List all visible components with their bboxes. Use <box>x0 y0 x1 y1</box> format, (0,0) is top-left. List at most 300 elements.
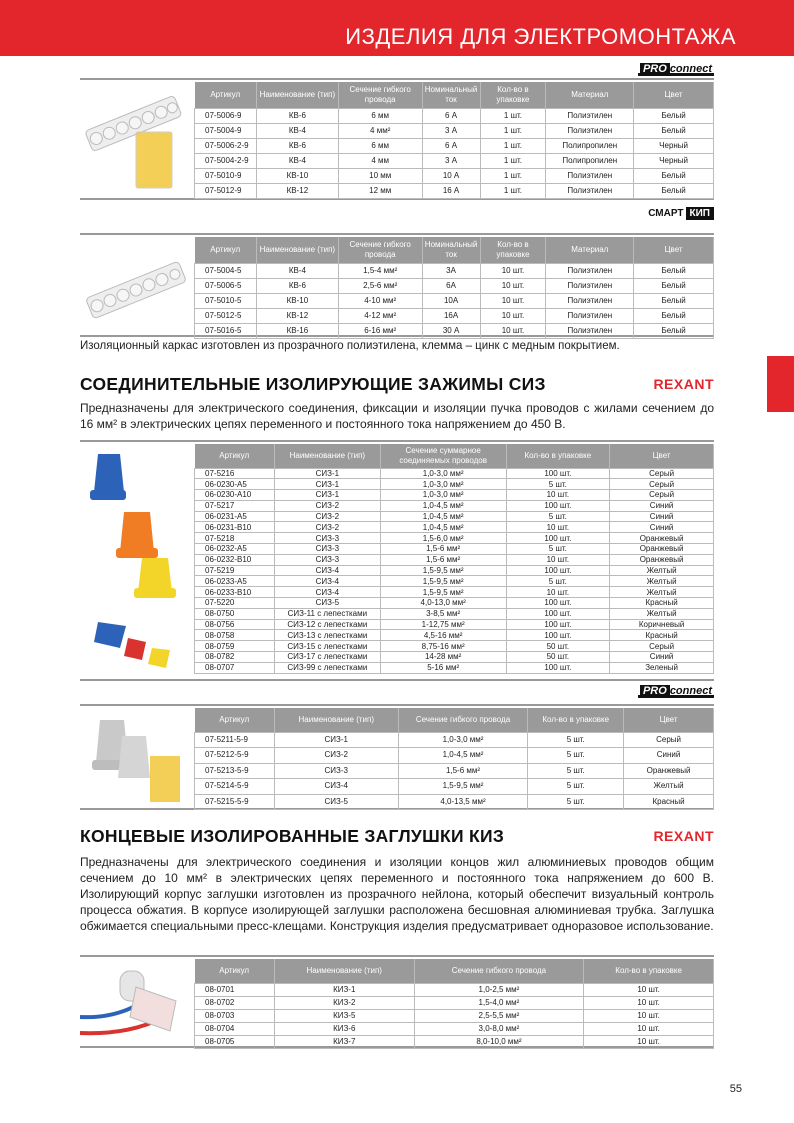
column-header: Материал <box>546 82 634 108</box>
section-desc-siz: Предназначены для электрического соединения, фиксации и изоляции пучка проводов с жилами сечением до 16 мм² в электрических цепях переменного и постоянного тока напряжением до 450 В. <box>80 401 714 431</box>
table-cell: Желтый <box>610 576 714 587</box>
table-row <box>195 779 714 795</box>
table-cell: СИЗ-17 с лепестками <box>274 652 380 663</box>
table-row <box>195 153 714 168</box>
table-cell: СИЗ-13 с лепестками <box>274 630 380 641</box>
table-cell: 06-0231-В10 <box>195 522 275 533</box>
product-block-siz <box>80 440 714 681</box>
table-row <box>195 565 714 576</box>
table-cell: КИЗ-5 <box>274 1009 414 1022</box>
table-cell: 10 шт. <box>480 308 546 323</box>
table-cell: 10 шт. <box>506 490 610 501</box>
table-cell: СИЗ-2 <box>274 500 380 511</box>
table-row <box>195 732 714 748</box>
table-cell: 10 шт. <box>584 983 714 996</box>
table-cell: 16А <box>422 308 480 323</box>
table-cell: Оранжевый <box>610 554 714 565</box>
table-cell: Серый <box>610 468 714 479</box>
table-cell: СИЗ-4 <box>274 587 380 598</box>
table-cell: СИЗ-1 <box>274 479 380 490</box>
table-cell: 5-16 мм² <box>380 662 506 673</box>
table-cell: Полиэтилен <box>546 183 634 198</box>
table-row <box>195 748 714 764</box>
table-cell: Полиэтилен <box>546 168 634 183</box>
table-cell: СИЗ-2 <box>274 522 380 533</box>
table-cell: СИЗ-4 <box>274 576 380 587</box>
table-cell: 07-5211-5-9 <box>195 732 275 748</box>
table-cell: 08-0703 <box>195 1009 275 1022</box>
table-cell: 14-28 мм² <box>380 652 506 663</box>
table-siz-pro <box>194 708 714 810</box>
table-cell: 07-5213-5-9 <box>195 763 275 779</box>
table-cell: Полиэтилен <box>546 308 634 323</box>
table-cell: 10 шт. <box>584 1035 714 1048</box>
table-cell: 07-5004-5 <box>195 263 257 278</box>
table-cell: 4 мм² <box>338 123 422 138</box>
table-cell: 1,5-4 мм² <box>338 263 422 278</box>
table-row <box>195 1035 714 1048</box>
table-row <box>195 138 714 153</box>
table-cell: Синий <box>610 522 714 533</box>
rexant-logo: REXANT <box>653 376 714 392</box>
column-header: Цвет <box>634 237 714 263</box>
table-cell: 07-5218 <box>195 533 275 544</box>
table-cell: 6 А <box>422 108 480 123</box>
table-cell: 07-5006-9 <box>195 108 257 123</box>
column-header: Сечение гибкого провода <box>398 708 528 732</box>
table-row <box>195 652 714 663</box>
terminal-block-image-2 <box>80 235 192 335</box>
table-cell: 100 шт. <box>506 468 610 479</box>
table-cell: 1,0-3,0 мм² <box>380 468 506 479</box>
table-cell: 1,5-9,5 мм² <box>380 587 506 598</box>
table-row <box>195 308 714 323</box>
terminal-block-image <box>80 80 192 198</box>
table-cell: 1,5-4,0 мм² <box>414 996 584 1009</box>
table-cell: Синий <box>610 652 714 663</box>
column-header: Сечение суммарное соединяемых проводов <box>380 444 506 468</box>
table-row <box>195 641 714 652</box>
kiz-cap-image <box>80 957 192 1046</box>
table-row <box>195 662 714 673</box>
table-cell: Серый <box>610 641 714 652</box>
table-cell: 06-0230-А10 <box>195 490 275 501</box>
table-cell: 10 шт. <box>506 522 610 533</box>
table-cell: 5 шт. <box>528 794 624 810</box>
table-cell: КВ-6 <box>256 138 338 153</box>
table-cell: 5 шт. <box>506 479 610 490</box>
table-row <box>195 522 714 533</box>
section-tab <box>767 356 794 412</box>
table-row <box>195 587 714 598</box>
product-block-siz-pro <box>80 704 714 810</box>
table-cell: КВ-4 <box>256 123 338 138</box>
table-cell: СИЗ-2 <box>274 748 398 764</box>
table-cell: 1,0-3,0 мм² <box>380 490 506 501</box>
table-cell: КВ-16 <box>256 323 338 338</box>
table-cell: 30 А <box>422 323 480 338</box>
section-title-siz: СОЕДИНИТЕЛЬНЫЕ ИЗОЛИРУЮЩИЕ ЗАЖИМЫ СИЗ <box>80 374 546 394</box>
page-number: 55 <box>729 1083 742 1095</box>
table-cell: 07-5004-9 <box>195 123 257 138</box>
table-cell: Полиэтилен <box>546 323 634 338</box>
table-cell: Красный <box>610 630 714 641</box>
table-cell: 08-0704 <box>195 1022 275 1035</box>
table-row <box>195 278 714 293</box>
table-cell: 06-0230-А5 <box>195 479 275 490</box>
table-cell: 07-5012-9 <box>195 183 257 198</box>
table-siz <box>194 444 714 674</box>
table-cell: СИЗ-5 <box>274 794 398 810</box>
column-header: Наименование (тип) <box>256 82 338 108</box>
table-cell: Полиэтилен <box>546 123 634 138</box>
table-row <box>195 983 714 996</box>
column-header: Цвет <box>634 82 714 108</box>
table-cell: КИЗ-6 <box>274 1022 414 1035</box>
table-cell: КВ-4 <box>256 263 338 278</box>
table-cell: Белый <box>634 323 714 338</box>
table-cell: 08-0758 <box>195 630 275 641</box>
table-cell: 10 шт. <box>480 263 546 278</box>
table-cell: 100 шт. <box>506 662 610 673</box>
table-cell: 10А <box>422 293 480 308</box>
table-cell: 08-0782 <box>195 652 275 663</box>
table-cell: Коричневый <box>610 619 714 630</box>
table-cell: 1,0-4,5 мм² <box>380 500 506 511</box>
table-cell: 1,0-3,0 мм² <box>398 732 528 748</box>
table-row <box>195 490 714 501</box>
table-cell: Белый <box>634 308 714 323</box>
table-cell: 06-0233-В10 <box>195 587 275 598</box>
table-row <box>195 323 714 338</box>
table-cell: 6-16 мм² <box>338 323 422 338</box>
table-cell: Желтый <box>624 779 714 795</box>
table-cell: КВ-10 <box>256 293 338 308</box>
column-header: Наименование (тип) <box>274 444 380 468</box>
column-header: Сечение гибкого провода <box>414 959 584 983</box>
table-cell: СИЗ-3 <box>274 554 380 565</box>
table-cell: Полиэтилен <box>546 108 634 123</box>
table-cell: Красный <box>624 794 714 810</box>
table-cell: СИЗ-3 <box>274 544 380 555</box>
column-header: Номинальный ток <box>422 82 480 108</box>
table-cell: 07-5012-5 <box>195 308 257 323</box>
table-cell: 5 шт. <box>528 779 624 795</box>
section-title-kiz: КОНЦЕВЫЕ ИЗОЛИРОВАННЫЕ ЗАГЛУШКИ КИЗ <box>80 826 505 846</box>
table-cell: 6 А <box>422 138 480 153</box>
table-row <box>195 1022 714 1035</box>
table-cell: Серый <box>610 479 714 490</box>
section-desc-kiz: Предназначены для электрического соединения и изоляции концов жил алюминиевых проводов общим сечением до 10 мм² в электрических цепях переменного и постоянного тока напряжением до 600 В. Изолирующий корпус заглушки изготовлен из прозрачного нейлона, который обеспечит визуальный контроль процесса обжатия. В корпусе изолирующей заглушки расположена бесшовная алюминиевая трубка. Заглушка обжимается специальными пресс-клещами. Конструкция изделия предусматривает одноразовое использование. <box>80 855 714 933</box>
table-cell: 1 шт. <box>480 153 546 168</box>
table-cell: Полипропилен <box>546 138 634 153</box>
table-cell: КВ-12 <box>256 183 338 198</box>
table-cell: СИЗ-99 с лепестками <box>274 662 380 673</box>
column-header: Артикул <box>195 444 275 468</box>
table-cell: 4-12 мм² <box>338 308 422 323</box>
table-cell: 1-12,75 мм² <box>380 619 506 630</box>
table-cell: Белый <box>634 123 714 138</box>
table-cell: 06-0232-В10 <box>195 554 275 565</box>
table-cell: 10 шт. <box>480 278 546 293</box>
table-cell: 10 шт. <box>584 1009 714 1022</box>
table-cell: 08-0705 <box>195 1035 275 1048</box>
table-cell: 8,0-10,0 мм² <box>414 1035 584 1048</box>
table-cell: 5 шт. <box>528 748 624 764</box>
table-cell: 07-5212-5-9 <box>195 748 275 764</box>
table-cell: 10 шт. <box>480 323 546 338</box>
table-cell: СИЗ-1 <box>274 732 398 748</box>
column-header: Наименование (тип) <box>256 237 338 263</box>
table-cell: 08-0750 <box>195 608 275 619</box>
table-cell: Синий <box>610 500 714 511</box>
table-cell: 1,0-4,5 мм² <box>380 511 506 522</box>
table-cell: 06-0232-А5 <box>195 544 275 555</box>
table-row <box>195 544 714 555</box>
table-cell: 50 шт. <box>506 652 610 663</box>
table-cell: 6 мм <box>338 138 422 153</box>
table-cell: 100 шт. <box>506 533 610 544</box>
table-cell: 12 мм <box>338 183 422 198</box>
table-cell: 3 А <box>422 153 480 168</box>
table-cell: 2,5-6 мм² <box>338 278 422 293</box>
table-cell: 1,5-9,5 мм² <box>380 565 506 576</box>
table-cell: 06-0231-А5 <box>195 511 275 522</box>
table-cell: СИЗ-4 <box>274 779 398 795</box>
table-cell: Полипропилен <box>546 153 634 168</box>
table-cell: 1,5-6 мм² <box>380 544 506 555</box>
table-cell: 08-0759 <box>195 641 275 652</box>
table-cell: 4,5-16 мм² <box>380 630 506 641</box>
product-block-kv-2 <box>80 233 714 337</box>
table-row <box>195 263 714 278</box>
table-cell: 5 шт. <box>506 576 610 587</box>
table-row <box>195 183 714 198</box>
column-header: Сечение гибкого провода <box>338 237 422 263</box>
table-cell: СИЗ-1 <box>274 490 380 501</box>
table-kv-procconnect <box>194 82 714 199</box>
table-cell: 07-5214-5-9 <box>195 779 275 795</box>
table-cell: Зеленый <box>610 662 714 673</box>
table-cell: Черный <box>634 138 714 153</box>
table-cell: 8,75-16 мм² <box>380 641 506 652</box>
table-cell: 1,5-9,5 мм² <box>380 576 506 587</box>
table-row <box>195 123 714 138</box>
table-cell: 5 шт. <box>528 763 624 779</box>
table-cell: СИЗ-3 <box>274 763 398 779</box>
table-cell: 07-5004-2-9 <box>195 153 257 168</box>
table-kv-smartkip <box>194 237 714 339</box>
table-cell: 100 шт. <box>506 630 610 641</box>
caption-kv: Изоляционный каркас изготовлен из прозрачного полиэтилена, клемма – цинк с медным покрытием. <box>80 340 620 352</box>
table-cell: Белый <box>634 168 714 183</box>
table-cell: СИЗ-2 <box>274 511 380 522</box>
table-cell: СИЗ-12 с лепестками <box>274 619 380 630</box>
table-cell: 10 шт. <box>506 587 610 598</box>
table-cell: 5 шт. <box>506 511 610 522</box>
table-row <box>195 479 714 490</box>
table-cell: 3А <box>422 263 480 278</box>
table-cell: 07-5215-5-9 <box>195 794 275 810</box>
column-header: Артикул <box>195 959 275 983</box>
table-cell: СИЗ-1 <box>274 468 380 479</box>
table-cell: 4-10 мм² <box>338 293 422 308</box>
column-header: Кол-во в упаковке <box>480 82 546 108</box>
proconnect-logo: PRO connect <box>638 64 714 76</box>
column-header: Цвет <box>610 444 714 468</box>
table-cell: 08-0707 <box>195 662 275 673</box>
page-header-title: ИЗДЕЛИЯ ДЛЯ ЭЛЕКТРОМОНТАЖА <box>345 24 736 49</box>
table-cell: КВ-12 <box>256 308 338 323</box>
table-cell: 08-0701 <box>195 983 275 996</box>
table-cell: 50 шт. <box>506 641 610 652</box>
table-row <box>195 794 714 810</box>
table-row <box>195 608 714 619</box>
table-cell: 07-5220 <box>195 598 275 609</box>
table-cell: КВ-4 <box>256 153 338 168</box>
siz-connectors-image <box>80 442 192 679</box>
table-row <box>195 168 714 183</box>
table-cell: Синий <box>624 748 714 764</box>
table-cell: 100 шт. <box>506 500 610 511</box>
table-cell: 10 шт. <box>584 996 714 1009</box>
table-cell: КИЗ-7 <box>274 1035 414 1048</box>
table-row <box>195 554 714 565</box>
table-cell: 10 А <box>422 168 480 183</box>
table-cell: Желтый <box>610 608 714 619</box>
table-row <box>195 619 714 630</box>
table-cell: 16 А <box>422 183 480 198</box>
table-cell: Полиэтилен <box>546 293 634 308</box>
table-cell: СИЗ-15 с лепестками <box>274 641 380 652</box>
column-header: Кол-во в упаковке <box>506 444 610 468</box>
table-kiz <box>194 959 714 1049</box>
table-cell: 1,0-3,0 мм² <box>380 479 506 490</box>
table-cell: 1 шт. <box>480 183 546 198</box>
table-cell: 100 шт. <box>506 565 610 576</box>
table-row <box>195 996 714 1009</box>
table-cell: СИЗ-4 <box>274 565 380 576</box>
table-cell: СИЗ-3 <box>274 533 380 544</box>
table-cell: КВ-6 <box>256 108 338 123</box>
table-cell: 07-5006-5 <box>195 278 257 293</box>
table-cell: СИЗ-11 с лепестками <box>274 608 380 619</box>
table-cell: Серый <box>624 732 714 748</box>
table-cell: 5 шт. <box>506 544 610 555</box>
table-cell: 08-0702 <box>195 996 275 1009</box>
table-cell: 07-5219 <box>195 565 275 576</box>
table-cell: Белый <box>634 183 714 198</box>
table-cell: 3-8,5 мм² <box>380 608 506 619</box>
table-cell: 1 шт. <box>480 108 546 123</box>
product-block-kv-1 <box>80 78 714 200</box>
column-header: Артикул <box>195 237 257 263</box>
column-header: Сечение гибкого провода <box>338 82 422 108</box>
table-cell: 1,0-2,5 мм² <box>414 983 584 996</box>
table-cell: Оранжевый <box>610 533 714 544</box>
column-header: Материал <box>546 237 634 263</box>
table-cell: Красный <box>610 598 714 609</box>
column-header: Артикул <box>195 82 257 108</box>
table-cell: 1,5-6,0 мм² <box>380 533 506 544</box>
column-header: Цвет <box>624 708 714 732</box>
product-block-kiz <box>80 955 714 1048</box>
table-cell: 6А <box>422 278 480 293</box>
column-header: Кол-во в упаковке <box>584 959 714 983</box>
table-cell: Желтый <box>610 565 714 576</box>
table-cell: Оранжевый <box>610 544 714 555</box>
table-cell: 07-5006-2-9 <box>195 138 257 153</box>
table-cell: 4,0-13,0 мм² <box>380 598 506 609</box>
siz-grey-image <box>80 706 192 808</box>
table-cell: 100 шт. <box>506 619 610 630</box>
table-cell: 1 шт. <box>480 168 546 183</box>
table-cell: 07-5010-9 <box>195 168 257 183</box>
table-cell: 1,0-4,5 мм² <box>398 748 528 764</box>
table-cell: КИЗ-1 <box>274 983 414 996</box>
table-row <box>195 533 714 544</box>
table-row <box>195 763 714 779</box>
table-row <box>195 630 714 641</box>
table-cell: 10 шт. <box>584 1022 714 1035</box>
column-header: Артикул <box>195 708 275 732</box>
table-cell: Серый <box>610 490 714 501</box>
table-cell: Полиэтилен <box>546 263 634 278</box>
table-cell: Белый <box>634 278 714 293</box>
table-row <box>195 108 714 123</box>
table-cell: 10 шт. <box>506 554 610 565</box>
table-cell: Оранжевый <box>624 763 714 779</box>
table-cell: Синий <box>610 511 714 522</box>
table-cell: Желтый <box>610 587 714 598</box>
table-row <box>195 468 714 479</box>
table-cell: 06-0233-А5 <box>195 576 275 587</box>
table-cell: Белый <box>634 293 714 308</box>
smartkip-logo: СМАРТ КИП <box>648 208 714 219</box>
column-header: Кол-во в упаковке <box>528 708 624 732</box>
table-row <box>195 576 714 587</box>
table-cell: 10 шт. <box>480 293 546 308</box>
table-row <box>195 511 714 522</box>
table-cell: 07-5016-5 <box>195 323 257 338</box>
table-row <box>195 1009 714 1022</box>
column-header: Наименование (тип) <box>274 959 414 983</box>
table-cell: Полиэтилен <box>546 278 634 293</box>
table-cell: 10 мм <box>338 168 422 183</box>
column-header: Кол-во в упаковке <box>480 237 546 263</box>
table-cell: 4 мм <box>338 153 422 168</box>
table-cell: 1 шт. <box>480 138 546 153</box>
table-cell: 100 шт. <box>506 598 610 609</box>
table-cell: КВ-10 <box>256 168 338 183</box>
proconnect-logo-2: PRO connect <box>638 686 714 698</box>
table-cell: 07-5010-5 <box>195 293 257 308</box>
table-cell: 3,0-8,0 мм² <box>414 1022 584 1035</box>
table-cell: 07-5216 <box>195 468 275 479</box>
header-bar <box>0 0 794 56</box>
table-cell: 08-0756 <box>195 619 275 630</box>
column-header: Наименование (тип) <box>274 708 398 732</box>
table-cell: 07-5217 <box>195 500 275 511</box>
column-header: Номинальный ток <box>422 237 480 263</box>
table-cell: 1,5-6 мм² <box>398 763 528 779</box>
table-cell: Белый <box>634 108 714 123</box>
table-cell: 4,0-13,5 мм² <box>398 794 528 810</box>
table-row <box>195 293 714 308</box>
table-cell: 100 шт. <box>506 608 610 619</box>
table-cell: 5 шт. <box>528 732 624 748</box>
table-cell: 1 шт. <box>480 123 546 138</box>
